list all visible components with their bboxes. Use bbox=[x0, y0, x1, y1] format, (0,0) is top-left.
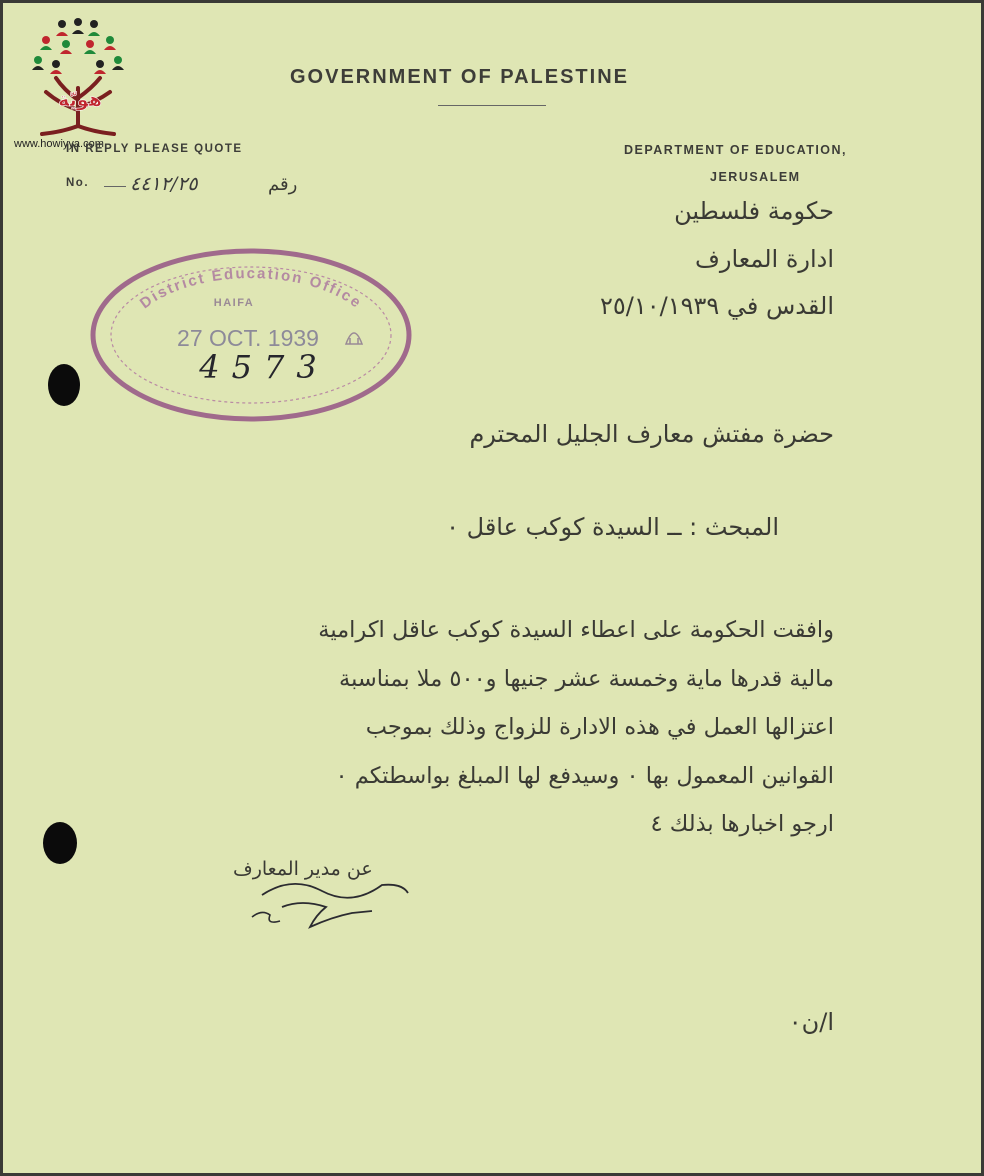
stamp-date: 27 OCT. 1939 bbox=[177, 325, 319, 351]
body-line: ارجو اخبارها بذلك ٤ bbox=[650, 811, 834, 837]
stamp-city: HAIFA bbox=[213, 297, 255, 309]
department-city: JERUSALEM bbox=[710, 170, 801, 184]
punch-hole-top bbox=[48, 364, 80, 406]
no-label: No. bbox=[66, 177, 90, 189]
reference-label: رقم bbox=[268, 174, 298, 195]
stamp-crown-icon bbox=[346, 333, 362, 344]
figure-row-middle bbox=[40, 36, 116, 54]
figure-row-top bbox=[56, 18, 100, 36]
body-line: اعتزالها العمل في هذه الادارة للزواج وذلك بموجب bbox=[365, 714, 834, 740]
addressee: حضرة مفتش معارف الجليل المحترم bbox=[469, 420, 834, 448]
logo-url: www.howiyya.com bbox=[14, 138, 104, 150]
subject-line: المبحث : ــ السيدة كوكب عاقل ٠ bbox=[446, 513, 779, 541]
handwritten-signature bbox=[222, 855, 432, 935]
government-title: GOVERNMENT OF PALESTINE bbox=[290, 66, 629, 88]
place-date-ar: القدس في ٢٥/١٠/١٩٣٩ bbox=[599, 292, 834, 320]
reference-number: ٤٤١٢/٢٥ bbox=[130, 173, 198, 195]
department-name: DEPARTMENT OF EDUCATION, bbox=[624, 143, 848, 157]
letter-body bbox=[134, 606, 834, 849]
government-title-ar: حكومة فلسطين bbox=[674, 197, 834, 225]
signature-line: عن مدير المعارف bbox=[233, 858, 373, 880]
stamp-office: District Education Office bbox=[136, 265, 366, 313]
reply-note: IN REPLY PLEASE QUOTE bbox=[66, 143, 243, 155]
initials: ا/ن٠ bbox=[788, 1008, 834, 1036]
no-dash bbox=[104, 186, 126, 187]
body-line: وافقت الحكومة على اعطاء السيدة كوكب عاقل اكرامية bbox=[318, 617, 834, 643]
punch-hole-bottom bbox=[43, 822, 77, 864]
howiyya-logo bbox=[20, 14, 140, 154]
logo-wordmark: هويّة bbox=[58, 89, 102, 111]
header-rule bbox=[438, 105, 546, 106]
figure-row-bottom bbox=[32, 56, 124, 74]
received-stamp bbox=[88, 246, 414, 424]
body-line: القوانين المعمول بها ٠ وسيدفع لها المبلغ بواسطتكم ٠ bbox=[335, 762, 834, 789]
department-name-ar: ادارة المعارف bbox=[694, 245, 834, 273]
body-line: مالية قدرها ماية وخمسة عشر جنيها و٥٠٠ ملا بمناسبة bbox=[339, 665, 834, 692]
stamp-number: 4573 bbox=[199, 348, 329, 386]
